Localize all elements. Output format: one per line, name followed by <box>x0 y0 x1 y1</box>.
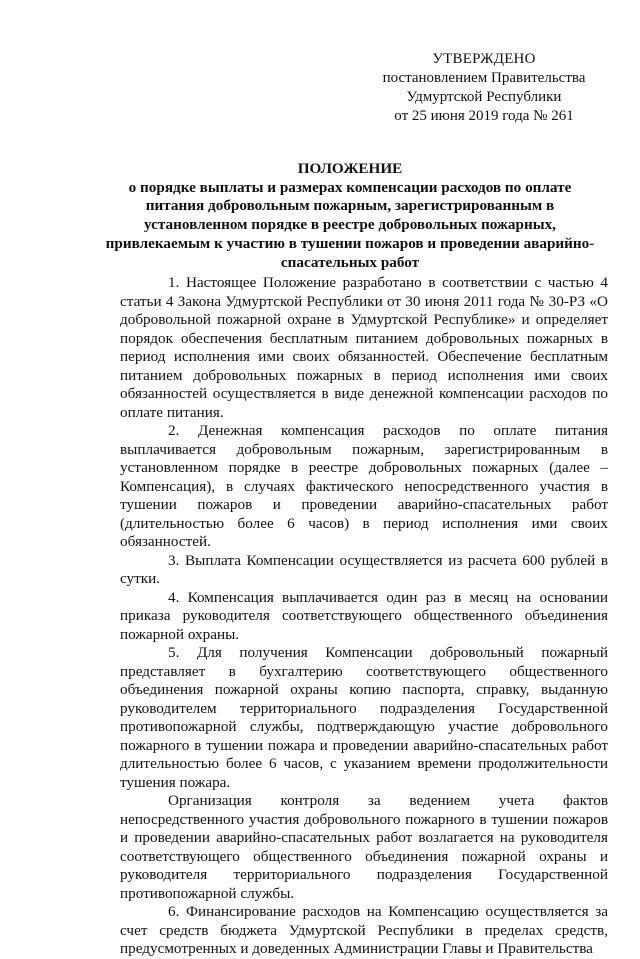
approval-authority: постановлением Правительства <box>382 70 586 86</box>
paragraph-control: Организация контроля за ведением учета фактов непосредственного участия добровольного пожарного в тушении пожаров и проведении аварийно-спасательных работ возлагается на руководителя соответствующего общественного объединения пожарной охраны и руководителя территориального подразделения Государственной противопожарной службы. <box>120 792 608 902</box>
paragraph-4: 4. Компенсация выплачивается один раз в месяц на основании приказа руководителя соответствующего общественного объединения пожарной охраны. <box>120 588 608 643</box>
document-title: ПОЛОЖЕНИЕ <box>297 160 403 177</box>
paragraph-1: 1. Настоящее Положение разработано в соответствии с частью 4 статьи 4 Закона Удмуртской Республики от 30 июня 2011 года № 30-РЗ «О добровольной пожарной охране в Удмуртской Республике» и определяет порядок обеспечения бесплатным питанием добровольных пожарных в период исполнения ими своих обязанностей. Обеспечение бесплатным питанием добровольных пожарных в период исполнения ими своих обязанностей осуществляется в виде денежной компенсации расходов по оплате питания. <box>120 274 608 421</box>
approval-heading: УТВЕРЖДЕНО <box>432 51 536 67</box>
document-body <box>120 274 608 959</box>
paragraph-6: 6. Финансирование расходов на Компенсацию осуществляется за счет средств бюджета Удмуртской Республики в пределах средств, предусмотренных и доведенных Администрации Главы и Правительства <box>120 903 608 957</box>
approval-region: Удмуртской Республики <box>406 89 562 105</box>
document-title-block <box>100 160 600 272</box>
approval-stamp <box>368 50 600 126</box>
paragraph-5: 5. Для получения Компенсации добровольный пожарный представляет в бухгалтерию соответствующего общественного объединения пожарной охраны копию паспорта, справку, выданную руководителем территориального подразделения Государственной противопожарной службы, подтверждающую участие добровольного пожарного в тушении пожара и проведении аварийно-спасательных работ длительностью более 6 часов, с указанием времени продолжительности тушения пожара. <box>120 644 608 791</box>
paragraph-3: 3. Выплата Компенсации осуществляется из расчета 600 рублей в сутки. <box>120 551 608 587</box>
approval-date-number: от 25 июня 2019 года № 261 <box>394 108 574 124</box>
paragraph-2: 2. Денежная компенсация расходов по оплате питания выплачивается добровольным пожарным, зарегистрированным в установленном порядке в реестре добровольных пожарных (далее – Компенсация), в случаях фактического непосредственного участия в тушении пожаров и проведении аварийно-спасательных работ (длительностью более 6 часов) в период исполнения ими своих обязанностей. <box>120 422 608 550</box>
document-subtitle: о порядке выплаты и размерах компенсации расходов по оплате питания добровольным пожарным, зарегистрированным в установленном порядке в реестре добровольных пожарных, привлекаемым к участию в тушении пожаров и проведении аварийно-спасательных работ <box>105 178 595 271</box>
